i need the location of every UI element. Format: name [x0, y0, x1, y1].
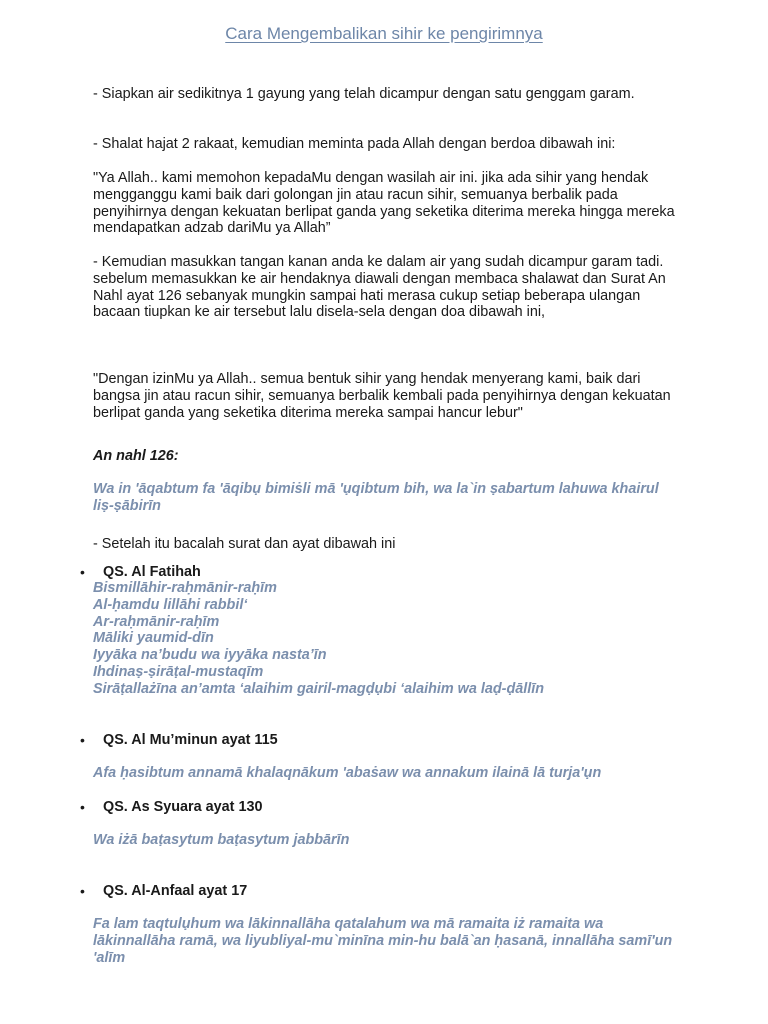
- an-nahl-label: An nahl 126:: [93, 448, 179, 464]
- muminun-heading: QS. Al Mu’minun ayat 115: [103, 732, 278, 748]
- bullet-marker: •: [80, 883, 85, 899]
- step-prepare-water: - Siapkan air sedikitnya 1 gayung yang telah dicampur dengan satu genggam garam.: [93, 86, 635, 102]
- fatihah-line: Bismillāhir-raḥmānir-raḥīm: [93, 580, 277, 596]
- bullet-marker: •: [80, 799, 85, 815]
- anfaal-heading: QS. Al-Anfaal ayat 17: [103, 883, 248, 899]
- doa-second: "Dengan izinMu ya Allah.. semua bentuk sihir yang hendak menyerang kami, baik dari bangsa jin atau racun sihir, semuanya berbalik kembali pada penyihirnya dengan kekuatan berlipat ganda yang seketika diterima mereka sampai hancur lebur": [93, 371, 671, 421]
- step-shalat-hajat: - Shalat hajat 2 rakaat, kemudian meminta pada Allah dengan berdoa dibawah ini:: [93, 136, 616, 152]
- step-hand-in-water: - Kemudian masukkan tangan kanan anda ke dalam air yang sudah dicampur garam tadi. sebelum memasukkan ke air hendaknya diawali dengan membaca shalawat dan Surat An Nahl ayat 126 sebanyak mungkin sampai hati merasa cukup setiap beberapa ulangan bacaan tiupkan ke air tersebut lalu disela-sela dengan doa dibawah ini,: [93, 254, 666, 321]
- bullet-marker: •: [80, 564, 85, 580]
- page-title: Cara Mengembalikan sihir ke pengirimnya: [225, 24, 543, 43]
- fatihah-line: Ihdinaṣ-ṣirāṭal-mustaqīm: [93, 663, 264, 680]
- fatihah-line: Sirāṭallażīna an’amta ‘alaihim gairil-magḍụbi ‘alaihim wa laḍ-ḍāllīn: [93, 680, 545, 697]
- anfaal-transliteration: Fa lam taqtulụhum wa lākinnallāha qatalahum wa mā ramaita iż ramaita wa lākinnallāha ramā, wa liyubliyal-mu`minīna min-hu balā`an ḥasanā, innallāha samī'un 'alīm: [93, 916, 673, 966]
- syuara-heading: QS. As Syuara ayat 130: [103, 799, 263, 815]
- bullet-marker: •: [80, 732, 85, 748]
- muminun-transliteration: Afa ḥasibtum annamā khalaqnākum 'abaṡaw wa annakum ilainā lā turja'ụn: [93, 765, 602, 781]
- syuara-transliteration: Wa iżā baṭasytum baṭasytum jabbārīn: [93, 832, 350, 848]
- instruction-read: - Setelah itu bacalah surat dan ayat dibawah ini: [93, 536, 396, 552]
- fatihah-lines: [93, 580, 683, 698]
- fatihah-line: Iyyāka na’budu wa iyyāka nasta’īn: [93, 647, 327, 664]
- doa-first: "Ya Allah.. kami memohon kepadaMu dengan wasilah air ini. jika ada sihir yang hendak mengganggu kami baik dari golongan jin atau racun sihir, semuanya berbalik pada penyihirnya dengan kekuatan berlipat ganda yang seketika diterima mereka hingga mereka mendapatkan adzab dariMu ya Allah”: [93, 170, 675, 237]
- an-nahl-transliteration: Wa in 'āqabtum fa 'āqibụ bimiṡli mā 'ụqibtum bih, wa la`in ṣabartum lahuwa khairul liṣ-ṣābirīn: [93, 481, 659, 514]
- fatihah-line: Ar-raḥmānir-raḥīm: [93, 613, 220, 630]
- fatihah-line: Māliki yaumid-dīn: [93, 630, 214, 647]
- fatihah-heading: QS. Al Fatihah: [103, 564, 201, 580]
- fatihah-line: Al-ḥamdu lillāhi rabbil‘: [93, 596, 248, 613]
